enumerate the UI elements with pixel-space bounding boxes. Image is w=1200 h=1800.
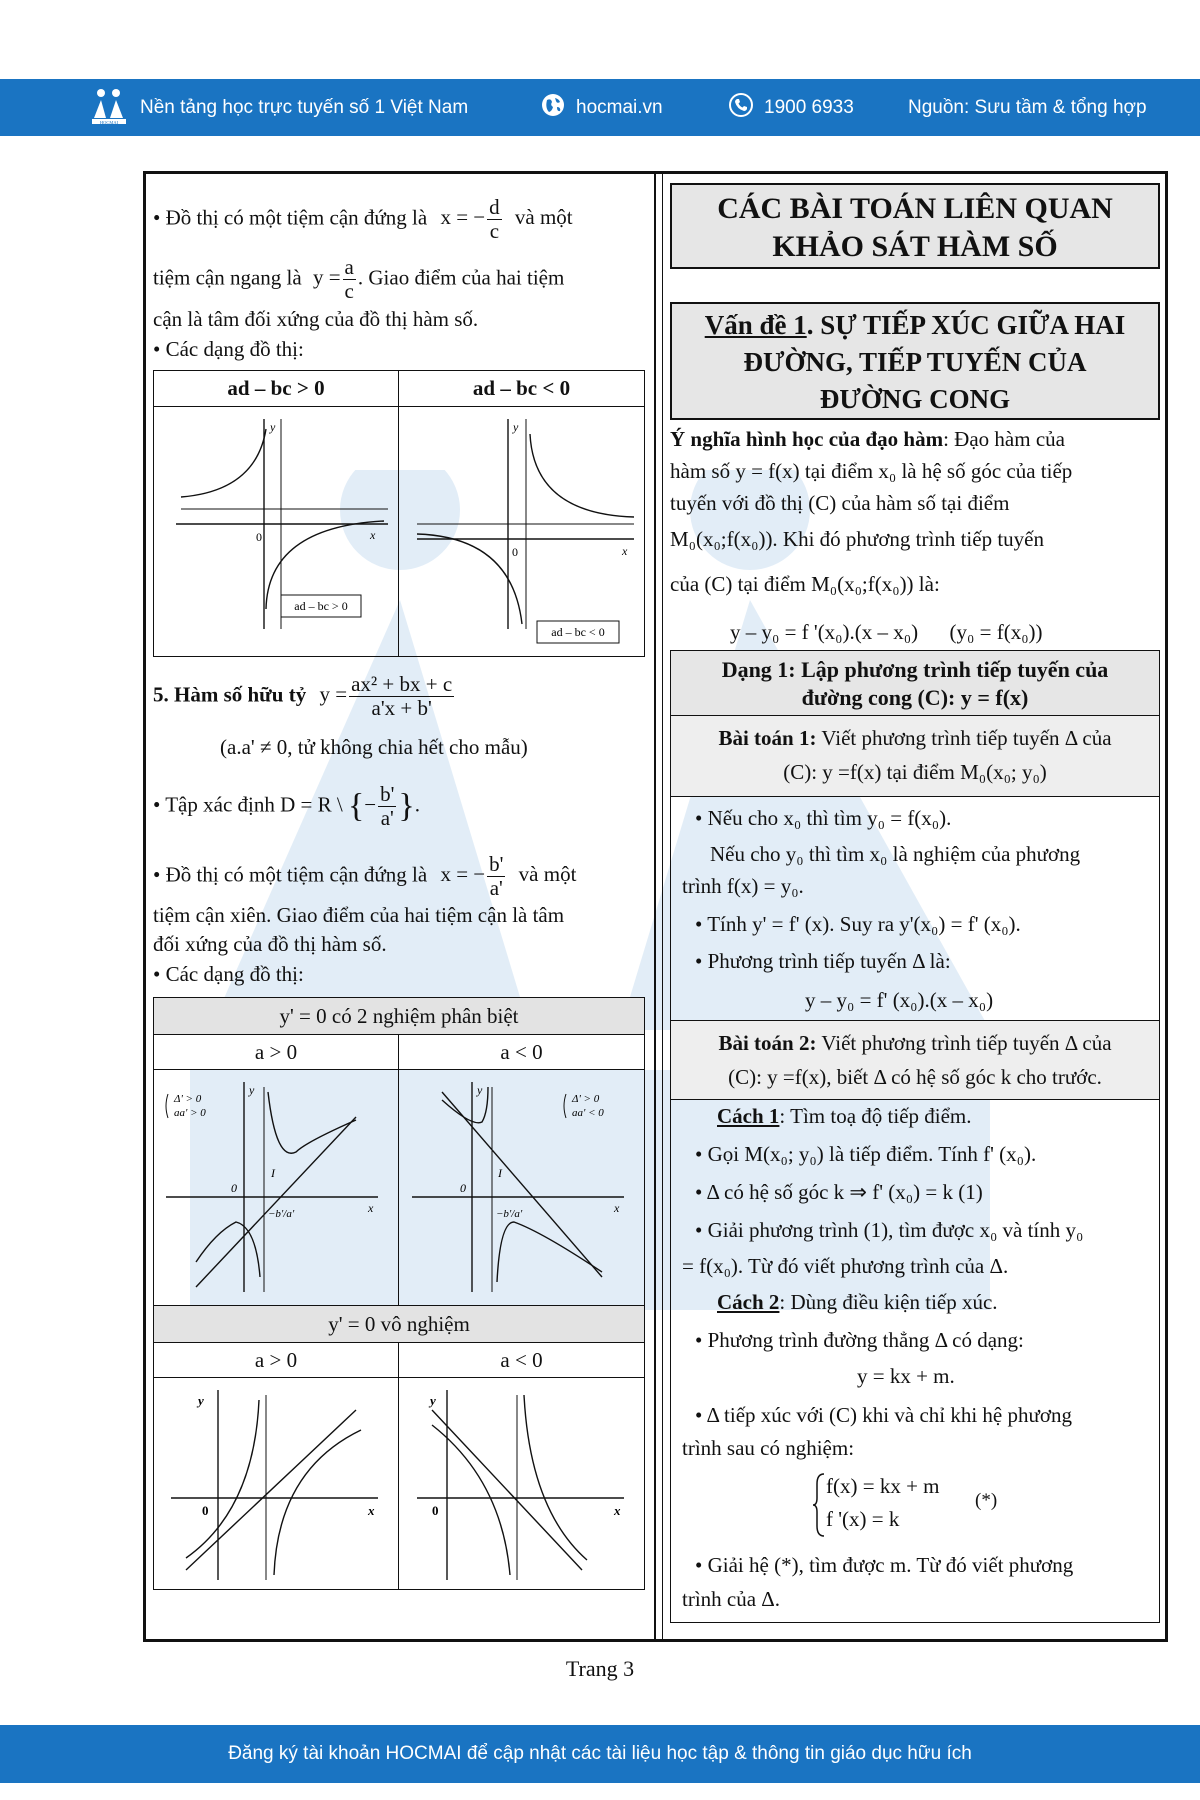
axis-y: y xyxy=(476,1082,482,1097)
top-banner xyxy=(0,79,1200,136)
system-eq-1: f(x) = kx + m xyxy=(826,1474,940,1498)
graph-label-1: ad – bc > 0 xyxy=(294,599,348,613)
frac-num: a xyxy=(344,255,354,279)
m2-step-5: trình của Δ. xyxy=(682,1587,781,1611)
problem-1-box xyxy=(670,715,1160,797)
sys-cond-2: aa' > 0 xyxy=(174,1106,206,1119)
section-5-title xyxy=(153,673,456,720)
t2-a3-text: a > 0 xyxy=(254,1347,298,1372)
s5-eq: y = xyxy=(319,682,348,707)
frac-den: a' xyxy=(380,806,394,831)
section-title-box xyxy=(670,302,1160,420)
axis-x: x xyxy=(368,1502,375,1518)
axis-x: x xyxy=(621,544,627,558)
asymptote-label: −b'/a' xyxy=(495,1207,522,1220)
m1-step-3: • Giải phương trình (1), tìm được x₀ và tính y₀ xyxy=(695,1218,1084,1242)
t1-header-2 xyxy=(398,370,645,407)
t1-header-1 xyxy=(153,370,399,407)
axis-I: I xyxy=(497,1165,502,1180)
vd-line-2: ĐƯỜNG, TIẾP TUYẾN CỦA xyxy=(743,347,1087,377)
axis-y: y xyxy=(270,420,276,434)
text-l1b: và một xyxy=(514,205,573,230)
source-label: Nguồn: Sưu tầm & tổng hợp xyxy=(908,96,1147,118)
sys-cond-4: aa' < 0 xyxy=(571,1106,604,1119)
bt2-2: (C): y =f(x), biết Δ có hệ số góc k cho trước. xyxy=(728,1065,1102,1089)
vd-line-3: ĐƯỜNG CONG xyxy=(819,384,1011,414)
m1-step-4: = f(x₀). Từ đó viết phương trình của Δ. xyxy=(682,1254,1009,1278)
system-eq-2: f '(x) = k xyxy=(826,1507,900,1531)
bt1-2: (C): y =f(x) tại điểm M₀(x₀; y₀) xyxy=(783,760,1047,784)
website-group[interactable] xyxy=(540,79,663,136)
text-l2a: tiệm cận ngang là xyxy=(153,265,302,290)
asymptote-line-2 xyxy=(153,256,564,303)
yn-1: : Đạo hàm của xyxy=(943,427,1065,451)
t2-graph-cell-3 xyxy=(153,1377,399,1590)
axis-origin: 0 xyxy=(511,545,518,559)
t2-sub-3 xyxy=(153,1342,399,1378)
rational-graph-4 xyxy=(402,1380,642,1588)
dang-1-box xyxy=(670,650,1160,716)
method-1-line xyxy=(717,1104,972,1129)
axis-y: y xyxy=(198,1392,204,1408)
frac-den: a'x + b' xyxy=(371,696,432,721)
dang-1-line-1: Dạng 1: Lập phương trình tiếp tuyến của xyxy=(721,657,1109,682)
website-link[interactable]: hocmai.vn xyxy=(576,96,663,118)
p1-equation: y – y₀ = f' (x₀).(x – x₀) xyxy=(805,988,994,1012)
axis-y: y xyxy=(429,1392,436,1408)
axis-x: x xyxy=(613,1502,620,1518)
bt2-bold: Bài toán 2: xyxy=(718,1031,817,1055)
rational-graph-3 xyxy=(156,1380,396,1588)
tcd-eq: x = − xyxy=(440,862,486,887)
t1-graph-cell-1 xyxy=(153,406,399,657)
method-2-text: : Dùng điều kiện tiếp xúc. xyxy=(779,1290,998,1314)
method-1-label: Cách 1 xyxy=(717,1104,780,1128)
globe-icon xyxy=(540,92,566,124)
axis-y: y xyxy=(512,420,518,434)
bt1-1: Viết phương trình tiếp tuyến Δ của xyxy=(816,726,1112,750)
bt2-1: Viết phương trình tiếp tuyến Δ của xyxy=(816,1031,1112,1055)
fraction-rational xyxy=(349,673,454,720)
tangent-equation: y – y₀ = f '(x₀).(x – x₀) (y₀ = f(x₀)) xyxy=(730,620,1043,644)
text-l1a: • Đồ thị có một tiệm cận đứng là xyxy=(153,205,428,230)
hocmai-logo-icon xyxy=(88,84,130,132)
svg-text:HOCMAI: HOCMAI xyxy=(99,119,119,125)
s5-title-text: 5. Hàm số hữu tỷ xyxy=(153,682,307,707)
footer-text[interactable]: Đăng ký tài khoản HOCMAI để cập nhật các tài liệu học tập & thông tin giáo dục hữu ích xyxy=(228,1743,972,1764)
t2-h-text: y' = 0 có 2 nghiệm phân biệt xyxy=(279,1003,519,1028)
system-of-equations xyxy=(826,1470,940,1536)
tcd-b: và một xyxy=(518,862,577,887)
t1-h2-text: ad – bc < 0 xyxy=(472,376,571,400)
method-1-text: : Tìm toạ độ tiếp điểm. xyxy=(779,1104,972,1128)
fraction-b-a xyxy=(378,783,396,830)
cdd-line: • Các dạng đồ thị: xyxy=(153,962,304,986)
m2-step-4: • Giải hệ (*), tìm được m. Từ đó viết phương xyxy=(695,1553,1074,1577)
problem-2-box xyxy=(670,1020,1160,1100)
t2-header-2 xyxy=(153,1305,645,1343)
main-title-1: CÁC BÀI TOÁN LIÊN QUAN xyxy=(717,192,1113,225)
text-l1-eq: x = − xyxy=(440,205,486,230)
t2-graph-cell-4 xyxy=(398,1377,645,1590)
text-l2b: . Giao điểm của hai tiệm xyxy=(357,265,565,290)
hyperbola-graph-positive xyxy=(156,409,396,654)
t2-a1-text: a > 0 xyxy=(254,1039,298,1064)
text-l3: cận là tâm đối xứng của đồ thị hàm số. xyxy=(153,307,479,331)
phone-icon xyxy=(728,92,754,124)
method-2-line xyxy=(717,1290,998,1315)
yn-bold: Ý nghĩa hình học của đạo hàm xyxy=(670,427,944,451)
axis-x: x xyxy=(368,1200,374,1215)
frac-den: c xyxy=(344,279,354,304)
problem-2-content xyxy=(670,1099,1160,1623)
axis-origin: 0 xyxy=(231,1180,237,1195)
column-divider xyxy=(654,171,656,1642)
meaning-line-5: của (C) tại điểm M₀(x₀;f(x₀)) là: xyxy=(670,572,940,596)
method-2-label: Cách 2 xyxy=(717,1290,780,1314)
p1-step-3: trình f(x) = y₀. xyxy=(682,874,804,898)
t2-graph-cell-1 xyxy=(153,1069,399,1306)
bt1-bold: Bài toán 1: xyxy=(718,726,817,750)
text-l2-eq: y = xyxy=(312,265,341,290)
tcd-line xyxy=(153,853,576,900)
axis-I: I xyxy=(271,1165,275,1180)
brace-icon xyxy=(812,1472,826,1538)
tcx-line-1: tiệm cận xiên. Giao điểm của hai tiệm cận là tâm xyxy=(153,903,565,927)
tcx-line-2: đối xứng của đồ thị hàm số. xyxy=(153,932,387,956)
page-number: Trang 3 xyxy=(565,1656,635,1681)
asymptote-line-1 xyxy=(153,196,573,243)
t2-sub-4 xyxy=(398,1342,645,1378)
fraction-a-c xyxy=(343,256,356,303)
asymptote-label: −b'/a' xyxy=(268,1207,295,1220)
t2-header xyxy=(153,997,645,1035)
p1-step-2: Nếu cho y₀ thì tìm x₀ là nghiệm của phương xyxy=(710,842,1081,866)
slogan-group xyxy=(88,79,468,136)
fraction-b-a-2 xyxy=(487,853,505,900)
m2-step-2: • Δ tiếp xúc với (C) khi và chỉ khi hệ phương xyxy=(695,1403,1072,1427)
tcd-text: • Đồ thị có một tiệm cận đứng là xyxy=(153,862,428,887)
domain-line: • Tập xác định D = R \ {− $\frac{b'}{a'}$ }. xyxy=(153,782,420,831)
main-title-box xyxy=(670,183,1160,269)
frac-num: d xyxy=(489,195,500,219)
hyperbola-graph-negative xyxy=(402,409,642,654)
frac-num: ax² + bx + c xyxy=(351,672,453,696)
t2-sub-2 xyxy=(398,1034,645,1070)
source-text xyxy=(908,79,1147,136)
phone-number[interactable]: 1900 6933 xyxy=(764,96,854,118)
column-divider-inner xyxy=(662,171,663,1642)
p1-step-5: • Phương trình tiếp tuyến Δ là: xyxy=(695,949,951,973)
m2-step-1: • Phương trình đường thẳng Δ có dạng: xyxy=(695,1328,1024,1352)
t2-a2-text: a < 0 xyxy=(500,1039,543,1064)
rational-graph-2 xyxy=(402,1072,642,1304)
meaning-line-2: hàm số y = f(x) tại điểm x₀ là hệ số góc của tiếp xyxy=(670,459,1073,483)
t2-h2-text: y' = 0 vô nghiệm xyxy=(328,1311,470,1336)
bottom-banner[interactable] xyxy=(0,1725,1200,1783)
graph-label-2: ad – bc < 0 xyxy=(550,625,605,639)
vd-label: Vấn đề 1 xyxy=(704,310,807,340)
t2-graph-cell-2 xyxy=(398,1069,645,1306)
p1-step-4: • Tính y' = f' (x). Suy ra y'(x₀) = f' (x₀). xyxy=(695,912,1021,936)
system-star: (*) xyxy=(975,1490,998,1511)
axis-origin: 0 xyxy=(256,530,262,544)
text-l4: • Các dạng đồ thị: xyxy=(153,337,304,361)
vd-rest: . SỰ TIẾP XÚC GIỮA HAI xyxy=(806,310,1126,340)
slogan-text: Nền tảng học trực tuyến số 1 Việt Nam xyxy=(140,96,469,118)
frac-num: b' xyxy=(489,852,504,876)
s5-condition: (a.a' ≠ 0, tử không chia hết cho mẫu) xyxy=(220,735,528,759)
t2-a4-text: a < 0 xyxy=(500,1347,543,1372)
t1-graph-cell-2 xyxy=(398,406,645,657)
axis-origin: 0 xyxy=(431,1502,438,1518)
meaning-line-1 xyxy=(670,427,1065,452)
rational-graph-1 xyxy=(156,1072,396,1304)
sys-cond-1: Δ' > 0 xyxy=(174,1092,202,1105)
phone-group[interactable] xyxy=(728,79,854,136)
m2-line-eq: y = kx + m. xyxy=(857,1364,955,1388)
dang-1-line-2: đường cong (C): y = f(x) xyxy=(801,685,1029,710)
t2-sub-1 xyxy=(153,1034,399,1070)
frac-num: b' xyxy=(380,782,395,806)
axis-x: x xyxy=(613,1200,619,1215)
t1-h1-text: ad – bc > 0 xyxy=(227,376,325,400)
axis-origin: 0 xyxy=(459,1180,466,1195)
axis-origin: 0 xyxy=(202,1502,209,1518)
m1-step-1: • Gọi M(x₀; y₀) là tiếp điểm. Tính f' (x₀). xyxy=(695,1142,1037,1166)
sys-cond-3: Δ' > 0 xyxy=(571,1092,599,1105)
meaning-line-4: M₀(x₀;f(x₀)). Khi đó phương trình tiếp tuyến xyxy=(670,527,1044,551)
txd-text: • Tập xác định D = R \ xyxy=(153,792,343,817)
p1-step-1: • Nếu cho x₀ thì tìm y₀ = f(x₀). xyxy=(695,806,952,830)
m2-step-3: trình sau có nghiệm: xyxy=(682,1436,855,1460)
frac-den: a' xyxy=(489,876,503,901)
axis-x: x xyxy=(370,528,376,542)
axis-y: y xyxy=(249,1082,255,1097)
fraction-d-c xyxy=(487,196,502,243)
frac-den: c xyxy=(489,219,500,244)
main-title-2: KHẢO SÁT HÀM SỐ xyxy=(772,230,1058,263)
m1-step-2: • Δ có hệ số góc k ⇒ f' (x₀) = k (1) xyxy=(695,1180,983,1204)
meaning-line-3: tuyến với đồ thị (C) của hàm số tại điểm xyxy=(670,491,1010,515)
